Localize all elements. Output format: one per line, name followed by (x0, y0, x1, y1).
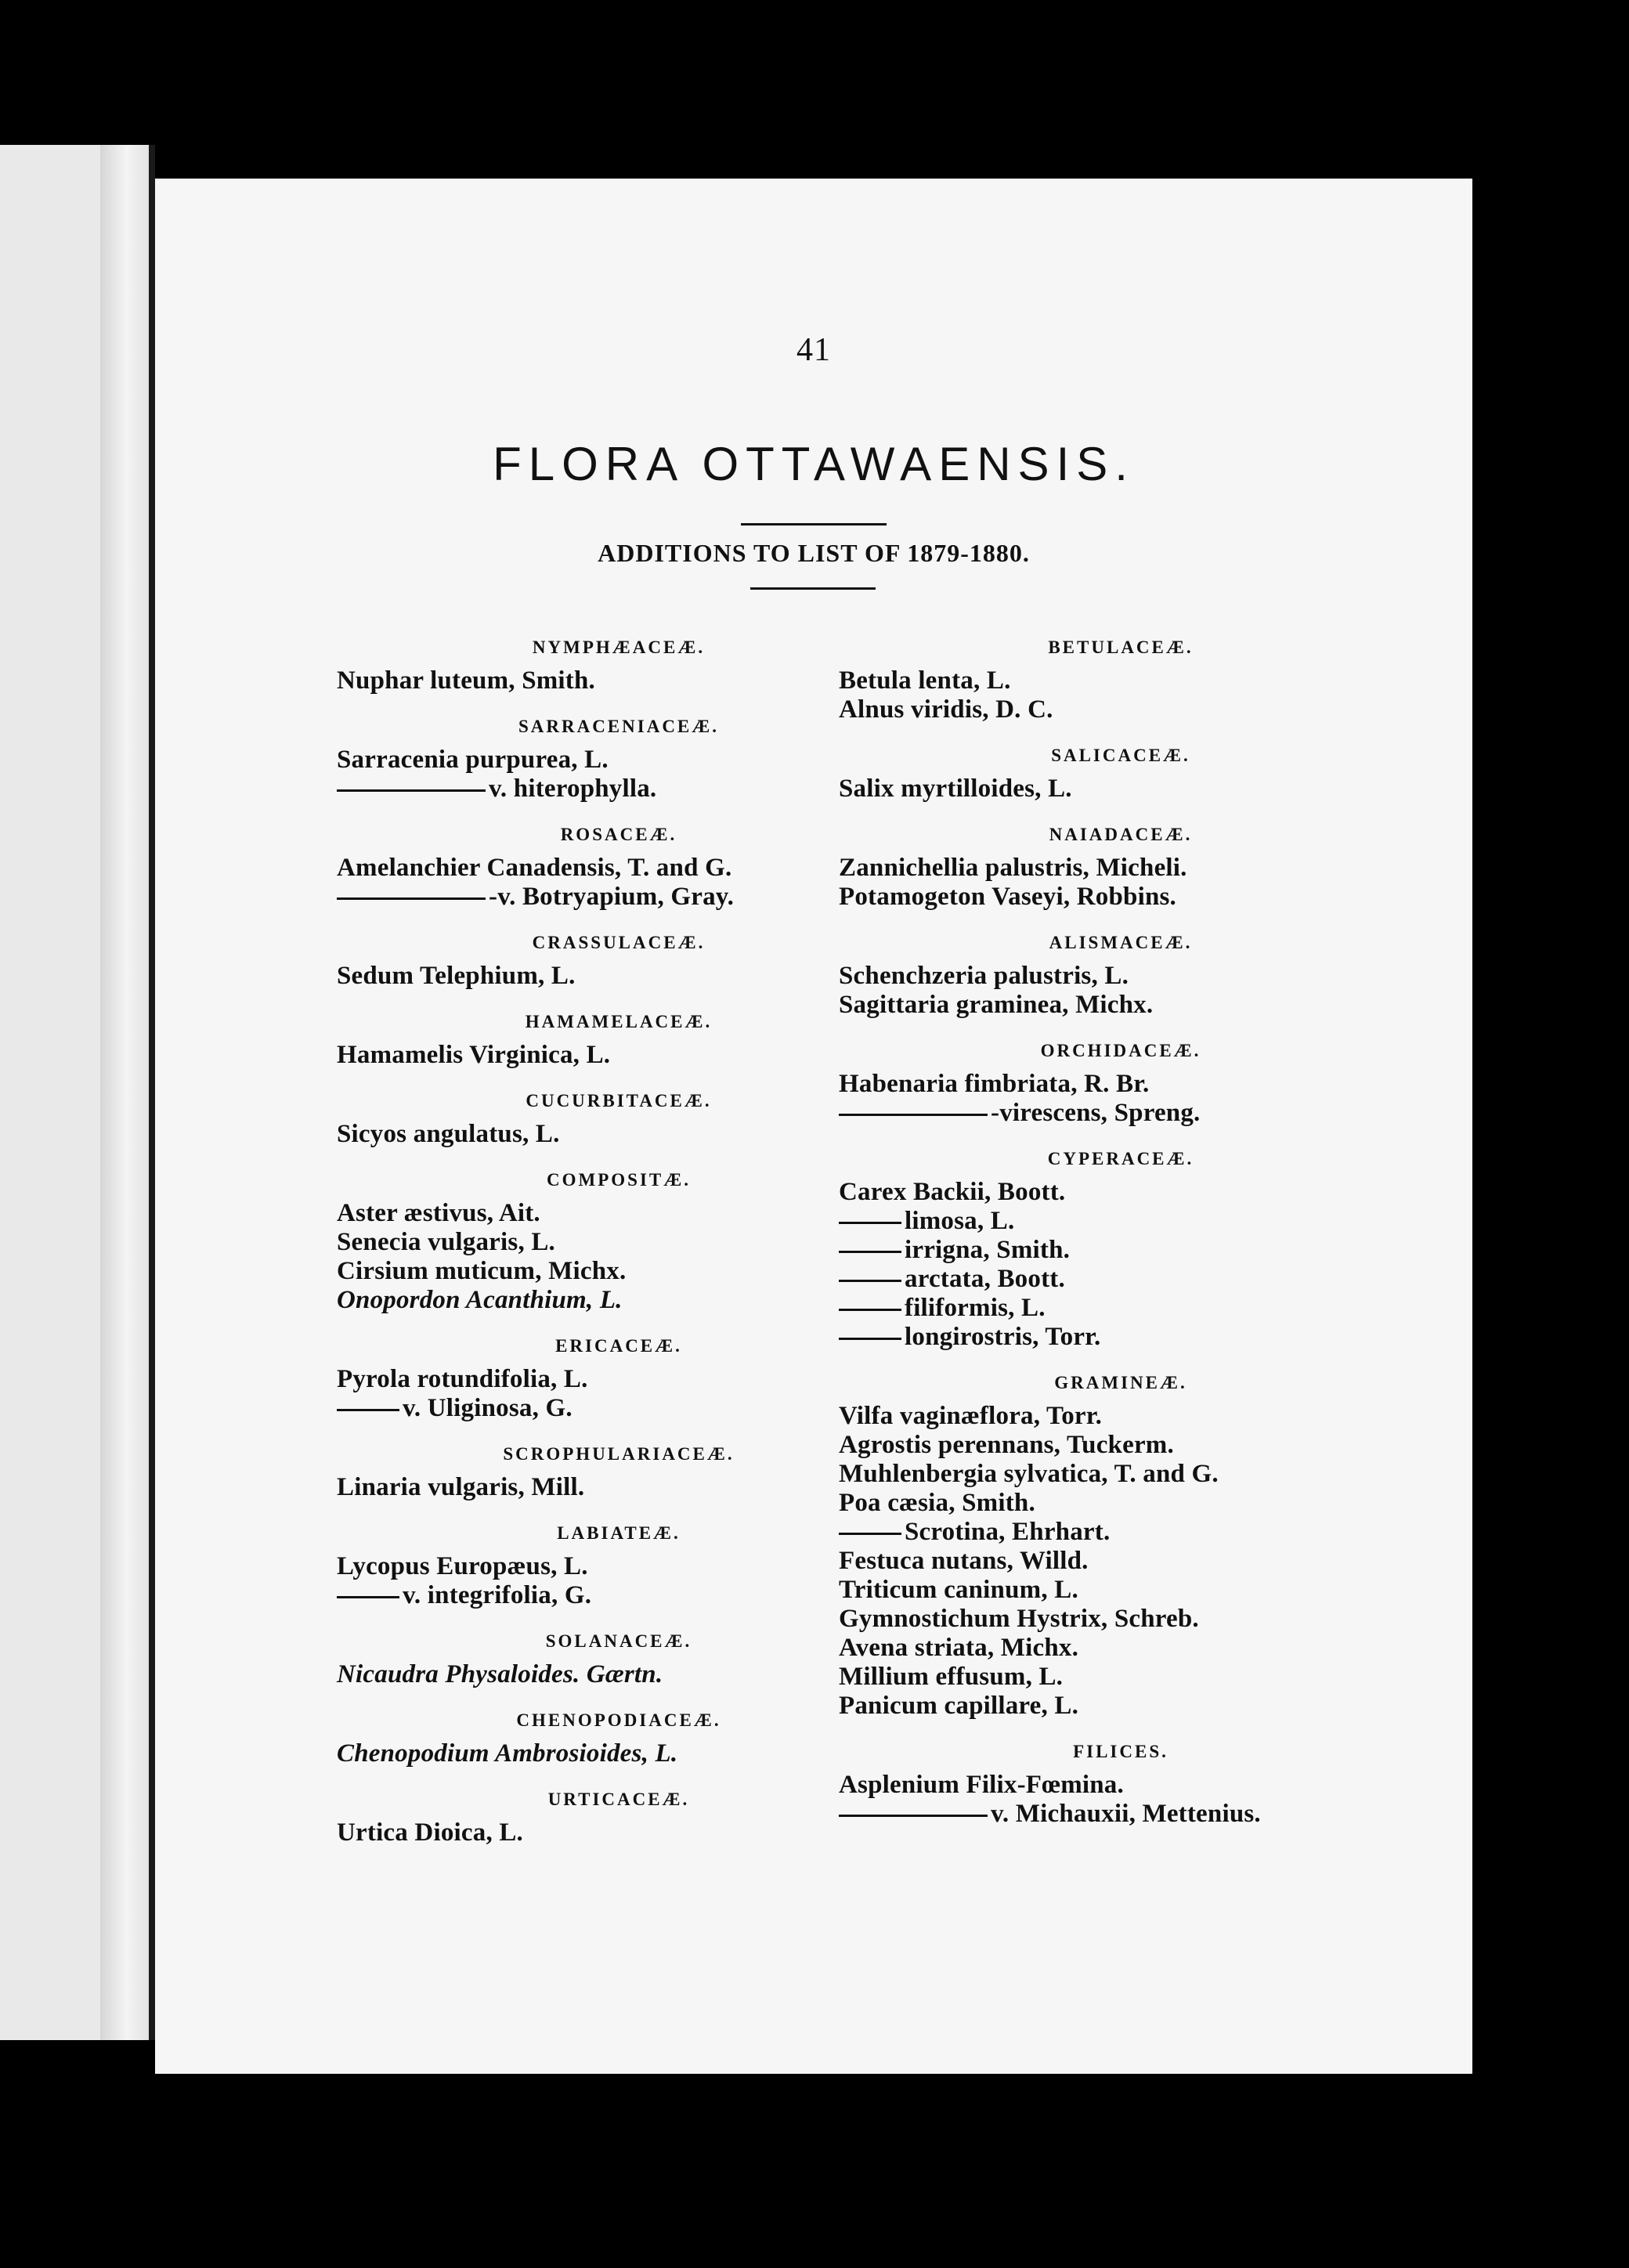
species-name: v. hiterophylla. (489, 775, 657, 803)
species-entry (337, 883, 901, 912)
species-entry (839, 1771, 1403, 1800)
ditto-dash (839, 1338, 901, 1340)
species-name: Pyrola rotundifolia, L. (337, 1365, 588, 1393)
species-entry (337, 962, 901, 991)
species-entry (337, 1120, 901, 1149)
species-name: v. integrifolia, G. (403, 1581, 592, 1609)
right-column (839, 637, 1403, 1829)
species-entry (839, 1800, 1403, 1829)
family-heading: ALISMACEÆ. (1049, 933, 1193, 952)
species-entry (839, 1265, 1403, 1294)
species-entry (839, 1402, 1403, 1431)
family-heading: SALICACEÆ. (1051, 746, 1190, 765)
species-name: Aster æstivus, Ait. (337, 1199, 540, 1227)
species-name: Zannichellia palustris, Micheli. (839, 854, 1187, 882)
species-name: Betula lenta, L. (839, 666, 1011, 695)
species-name: Agrostis perennans, Tuckerm. (839, 1431, 1174, 1459)
species-entry (839, 775, 1403, 804)
ditto-dash (839, 1222, 901, 1224)
species-entry (337, 1286, 901, 1315)
species-name: Onopordon Acanthium, L. (337, 1286, 623, 1314)
family-heading: ERICACEÆ. (555, 1336, 682, 1356)
species-name: Cirsium muticum, Michx. (337, 1257, 627, 1285)
species-entry (839, 666, 1403, 695)
species-name: Gymnostichum Hystrix, Schreb. (839, 1605, 1199, 1633)
species-entry (337, 1473, 901, 1502)
title-rule (741, 523, 887, 525)
species-name: arctata, Boott. (905, 1265, 1065, 1293)
species-name: Festuca nutans, Willd. (839, 1547, 1089, 1575)
species-name: Chenopodium Ambrosioides, L. (337, 1739, 678, 1768)
species-entry (337, 1818, 901, 1847)
ditto-dash (839, 1114, 988, 1116)
species-entry (337, 666, 901, 695)
family-heading: GRAMINEÆ. (1054, 1373, 1187, 1392)
species-name: longirostris, Torr. (905, 1323, 1101, 1351)
species-name: Asplenium Filix-Fœmina. (839, 1771, 1124, 1799)
species-name: Potamogeton Vaseyi, Robbins. (839, 883, 1176, 911)
species-name: Senecia vulgaris, L. (337, 1228, 556, 1256)
ditto-dash (839, 1309, 901, 1311)
species-entry (337, 854, 901, 883)
species-name: Sarracenia purpurea, L. (337, 746, 609, 774)
species-name: Vilfa vaginæflora, Torr. (839, 1402, 1103, 1430)
gutter-shadow (149, 145, 155, 2040)
species-entry (337, 1199, 901, 1228)
species-name: Carex Backii, Boott. (839, 1178, 1066, 1206)
species-entry (839, 1663, 1403, 1692)
page-subtitle: ADDITIONS TO LIST OF 1879-1880. (598, 539, 1030, 567)
family-heading: FILICES. (1073, 1742, 1168, 1761)
species-name: Urtica Dioica, L. (337, 1818, 524, 1847)
species-name: -v. Botryapium, Gray. (489, 883, 735, 911)
species-entry (839, 962, 1403, 991)
species-name: v. Uliginosa, G. (403, 1394, 572, 1422)
species-name: Hamamelis Virginica, L. (337, 1041, 611, 1069)
family-heading: SARRACENIACEÆ. (518, 717, 720, 736)
species-name: Poa cæsia, Smith. (839, 1489, 1035, 1517)
species-entry (839, 1323, 1403, 1352)
species-entry (839, 1692, 1403, 1721)
ditto-dash (337, 897, 486, 900)
species-entry (839, 1431, 1403, 1460)
species-name: irrigna, Smith. (905, 1236, 1071, 1264)
species-entry (839, 1178, 1403, 1207)
family-heading: SOLANACEÆ. (545, 1631, 692, 1651)
species-name: Nicaudra Physaloides. Gærtn. (337, 1660, 663, 1688)
family-heading: ORCHIDACEÆ. (1040, 1041, 1201, 1060)
species-name: v. Michauxii, Mettenius. (991, 1800, 1261, 1828)
family-heading: CYPERACEÆ. (1047, 1149, 1194, 1168)
family-heading: CRASSULACEÆ. (532, 933, 706, 952)
species-entry (337, 1552, 901, 1581)
species-name: Salix myrtilloides, L. (839, 775, 1072, 803)
species-entry (839, 695, 1403, 724)
species-name: -virescens, Spreng. (991, 1099, 1201, 1127)
species-name: Habenaria fimbriata, R. Br. (839, 1070, 1150, 1098)
species-name: Lycopus Europæus, L. (337, 1552, 588, 1580)
species-name: Sedum Telephium, L. (337, 962, 576, 990)
family-heading: NYMPHÆACEÆ. (532, 637, 706, 657)
species-entry (839, 1605, 1403, 1634)
species-name: Triticum caninum, L. (839, 1576, 1078, 1604)
species-entry (839, 1294, 1403, 1323)
ditto-dash (337, 789, 486, 792)
species-name: Sicyos angulatus, L. (337, 1120, 560, 1148)
species-name: Scrotina, Ehrhart. (905, 1518, 1111, 1546)
species-entry (337, 1581, 901, 1610)
ditto-dash (337, 1409, 399, 1411)
species-name: Schenchzeria palustris, L. (839, 962, 1129, 990)
left-column (337, 637, 901, 1847)
species-entry (839, 1547, 1403, 1576)
species-entry (337, 1394, 901, 1423)
species-entry (337, 1365, 901, 1394)
species-name: Amelanchier Canadensis, T. and G. (337, 854, 732, 882)
family-heading: BETULACEÆ. (1048, 637, 1194, 657)
species-entry (839, 1489, 1403, 1518)
species-entry (839, 1576, 1403, 1605)
family-heading: HAMAMELACEÆ. (525, 1012, 713, 1031)
species-entry (839, 1070, 1403, 1099)
ditto-dash (337, 1596, 399, 1598)
family-heading: LABIATEÆ. (557, 1523, 681, 1543)
species-name: Avena striata, Michx. (839, 1634, 1079, 1662)
species-entry (839, 1236, 1403, 1265)
species-entry (337, 1257, 901, 1286)
species-entry (839, 854, 1403, 883)
species-name: Nuphar luteum, Smith. (337, 666, 595, 695)
species-name: filiformis, L. (905, 1294, 1046, 1322)
book-gutter (100, 145, 149, 2040)
species-entry (839, 1207, 1403, 1236)
family-heading: CHENOPODIACEÆ. (516, 1710, 721, 1730)
species-entry (839, 1634, 1403, 1663)
species-entry (337, 775, 901, 804)
species-entry (839, 991, 1403, 1020)
subtitle-rule (750, 587, 876, 590)
page-number: 41 (796, 332, 831, 368)
species-entry (337, 1739, 901, 1768)
family-heading: SCROPHULARIACEÆ. (503, 1444, 735, 1464)
ditto-dash (839, 1251, 901, 1253)
species-name: Alnus viridis, D. C. (839, 695, 1053, 724)
species-entry (337, 1660, 901, 1689)
ditto-dash (839, 1280, 901, 1282)
ditto-dash (839, 1815, 988, 1817)
species-entry (839, 883, 1403, 912)
page-title: FLORA OTTAWAENSIS. (493, 438, 1135, 490)
species-entry (839, 1518, 1403, 1547)
species-name: Sagittaria graminea, Michx. (839, 991, 1154, 1019)
family-heading: ROSACEÆ. (560, 825, 677, 844)
species-entry (337, 746, 901, 775)
species-name: limosa, L. (905, 1207, 1015, 1235)
species-name: Muhlenbergia sylvatica, T. and G. (839, 1460, 1219, 1488)
species-entry (337, 1228, 901, 1257)
ditto-dash (839, 1533, 901, 1535)
species-name: Panicum capillare, L. (839, 1692, 1079, 1720)
species-entry (337, 1041, 901, 1070)
family-heading: NAIADACEÆ. (1049, 825, 1193, 844)
species-entry (839, 1099, 1403, 1128)
family-heading: CUCURBITACEÆ. (526, 1091, 712, 1111)
book-page (155, 179, 1472, 2074)
family-heading: COMPOSITÆ. (547, 1170, 691, 1190)
family-heading: URTICACEÆ. (547, 1789, 690, 1809)
species-name: Linaria vulgaris, Mill. (337, 1473, 585, 1501)
species-name: Millium effusum, L. (839, 1663, 1064, 1691)
facing-page-edge (0, 145, 110, 2040)
species-entry (839, 1460, 1403, 1489)
